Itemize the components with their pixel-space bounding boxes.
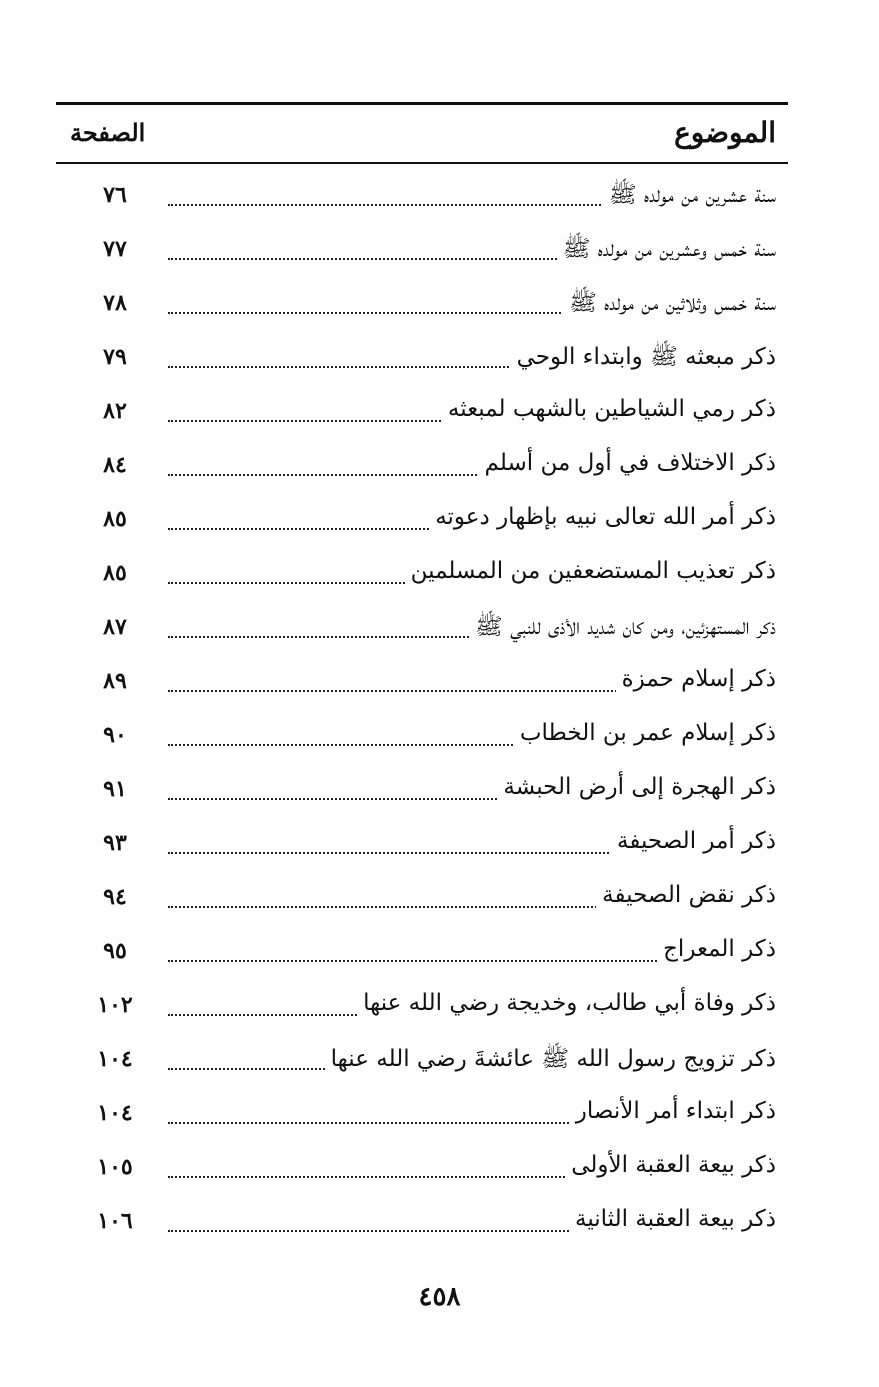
entry-page-number: ٩٥	[103, 938, 127, 964]
toc-entry	[56, 440, 788, 494]
toc-entry	[56, 278, 788, 332]
entry-page-number: ١٠٤	[97, 1046, 133, 1072]
entry-title: سنة خمس وعشرين من مولده ﷺ	[557, 234, 776, 268]
toc-entry	[56, 548, 788, 602]
toc-entries	[56, 170, 788, 1250]
toc-entry	[56, 1196, 788, 1250]
entry-page-number: ١٠٦	[97, 1208, 133, 1234]
entry-title: ذكر المعراج	[657, 936, 776, 962]
entry-title: سنة عشرين من مولده ﷺ	[603, 180, 776, 214]
toc-entry	[56, 926, 788, 980]
entry-title: ذكر المستهزئين، ومن كان شديد الأذى للنبي ﷺ	[469, 612, 776, 646]
toc-entry	[56, 1142, 788, 1196]
entry-title: ذكر ابتداء أمر الأنصار	[570, 1098, 776, 1124]
entry-page-number: ١٠٤	[97, 1100, 133, 1126]
toc-entry	[56, 980, 788, 1034]
entry-page-number: ١٠٥	[97, 1154, 133, 1180]
entry-page-number: ٨٩	[103, 668, 127, 694]
entry-page-number: ٧٧	[103, 236, 127, 262]
entry-page-number: ٧٨	[103, 290, 127, 316]
entry-title: ذكر إسلام حمزة	[616, 666, 776, 692]
entry-page-number: ٨٧	[103, 614, 127, 640]
entry-page-number: ٩٣	[103, 830, 127, 856]
entry-title: ذكر نقض الصحيفة	[596, 882, 776, 908]
page-number: ٤٥٨	[418, 1282, 461, 1312]
header-rule	[56, 162, 788, 164]
entry-page-number: ٨٢	[103, 398, 127, 424]
toc-entry	[56, 1034, 788, 1088]
entry-title: ذكر إسلام عمر بن الخطاب	[514, 720, 776, 746]
entry-page-number: ٨٥	[103, 506, 127, 532]
toc-entry	[56, 764, 788, 818]
toc-entry	[56, 818, 788, 872]
entry-page-number: ٧٩	[103, 344, 127, 370]
entry-page-number: ١٠٢	[97, 992, 133, 1018]
entry-title: ذكر رمي الشياطين بالشهب لمبعثه	[442, 396, 776, 422]
entry-title: ذكر أمر الصحيفة	[611, 828, 776, 854]
entry-title: ذكر أمر الله تعالى نبيه بإظهار دعوته	[429, 504, 776, 530]
toc-entry	[56, 170, 788, 224]
toc-entry	[56, 494, 788, 548]
entry-page-number: ٨٤	[103, 452, 127, 478]
toc-header	[56, 112, 788, 160]
entry-title: ذكر بيعة العقبة الثانية	[569, 1206, 776, 1232]
entry-page-number: ٩٤	[103, 884, 127, 910]
entry-title: ذكر تعذيب المستضعفين من المسلمين	[405, 558, 776, 584]
entry-page-number: ٨٥	[103, 560, 127, 586]
entry-page-number: ٩٠	[103, 722, 127, 748]
top-rule	[56, 102, 788, 105]
page-column-heading: الصفحة	[70, 118, 146, 147]
entry-title: ذكر الاختلاف في أول من أسلم	[479, 450, 776, 476]
toc-entry	[56, 602, 788, 656]
toc-entry	[56, 710, 788, 764]
toc-entry	[56, 656, 788, 710]
entry-title: ذكر الهجرة إلى أرض الحبشة	[497, 774, 776, 800]
toc-entry	[56, 386, 788, 440]
entry-title: ذكر وفاة أبي طالب، وخديجة رضي الله عنها	[357, 990, 776, 1016]
entry-title: ذكر تزويج رسول الله ﷺ عائشةَ رضي الله عنها	[325, 1044, 776, 1078]
toc-entry	[56, 1088, 788, 1142]
entry-title: سنة خمس وثلاثين من مولده ﷺ	[563, 288, 776, 322]
topic-column-heading: الموضوع	[674, 116, 776, 149]
entry-title: ذكر مبعثه ﷺ وابتداء الوحي	[511, 342, 776, 376]
toc-entry	[56, 872, 788, 926]
entry-page-number: ٩١	[103, 776, 127, 802]
entry-page-number: ٧٦	[103, 182, 127, 208]
toc-entry	[56, 224, 788, 278]
toc-entry	[56, 332, 788, 386]
entry-title: ذكر بيعة العقبة الأولى	[565, 1152, 776, 1178]
